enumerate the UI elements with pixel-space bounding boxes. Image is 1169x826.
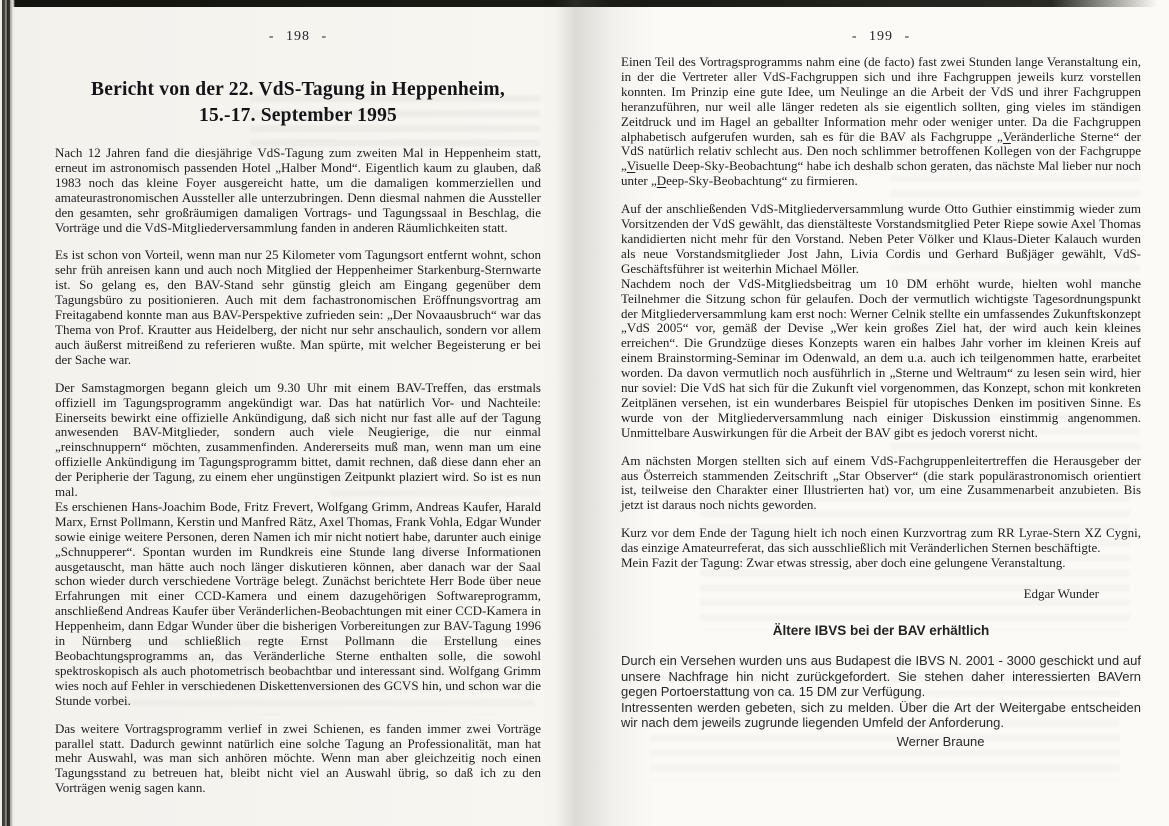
paragraph-anreise-bav-stand: Es ist schon von Vorteil, wenn man nur 25 Kilometer vom Tagungsort entfernt wohnt, schon sehr früh anreisen kann und auch noch Mitglied der Heppenheimer Starkenburg-Sternwarte ist. So gelang es, den BAV-Stand sehr günstig gleich am Eingang gegenüber dem Tagungsbüro zu positionieren. Auch mit dem fachastronomischen Eröffnungsvortrag am Freitagabend konnte man aus BAV-Perspektive zufrieden sein: „Der Novaausbruch“ war das Thema von Prof. Krautter aus Heidelberg, der nicht nur sehr anschaulich, sondern vor allem auch äußerst mitreißend zu referieren wußte. Man spürte, mit welcher Begeisterung er bei der Sache war. <box>55 247 541 367</box>
page-199 <box>598 0 1169 826</box>
paragraph-text-segment: isuelle Deep-Sky-Beobachtung“ habe ich deshalb schon geraten, das nächste Mal lieber nur noch unter „ <box>621 158 1141 189</box>
page-number-right: - 199 - <box>851 29 911 44</box>
underlined-letter-v: V <box>626 158 636 174</box>
notice-heading: Ältere IBVS bei der BAV erhältlich <box>772 623 990 638</box>
page-number-left: - 198 - <box>268 29 328 44</box>
notice-paragraph-intressenten: Intressenten werden gebeten, sich zu melden. Über die Art der Weitergabe entscheiden wir nach dem jeweils zugrunde liegenden Umfeld der Anforderung. <box>621 699 1141 731</box>
underlined-letter-v: V <box>1002 128 1011 144</box>
underlined-letter-d: D <box>656 173 667 189</box>
paragraph-star-observer: Am nächsten Morgen stellten sich auf einem VdS-Fachgruppenleitertreffen die Herausgeber der aus Österreich stammenden Zeitschrift „Star Observer“ (die stark populärastronomisch orientiert ist, teilweise den Charakter einer Illustrierten hat) vor, um eine Zusammenarbeit anzubieten. Bis jetzt ist daraus noch nichts geworden. <box>621 452 1141 513</box>
paragraph-text-segment: Einen Teil des Vortragsprogramms nahm eine (de facto) fast zwei Stunden lange Veranstaltung ein, in der die Vertreter aller VdS-Fachgruppen sich und ihre Fachgruppen jeweils kurz vorstellen konnten. Im Prinzip eine gute Idee, um Neulinge an die Arbeit der VdS und ihrer Fachgruppen heranzuführen, nur weil alle länger redeten als sie eigentlich sollten, ging vieles im ständigen Zeitdruck und im Hagel an geballter Information mehr oder weniger unter. Da die Fachgruppen alphabetisch aufgerufen wurden, sah es für die BAV als Fachgruppe „ <box>621 54 1141 144</box>
article-title <box>55 77 541 129</box>
paragraph-fachgruppen-vorstellung <box>621 55 1141 189</box>
paragraph-text-segment: eränderliche Sterne“ der VdS natürlich relativ schlecht aus. Den noch schlimmer betroffenen Kollegen von der Fachgruppe „ <box>621 128 1142 174</box>
paragraph-kurzvortrag-xz-cygni: Kurz vor dem Ende der Tagung hielt ich noch einen Kurzvortrag zum RR Lyrae-Stern XZ Cygni, das einzige Amateurreferat, das sich ausschließlich mit Veränderlichen Sternen beschäftigte. <box>621 525 1141 556</box>
book-spine-edge <box>0 0 15 826</box>
article-title-line-1: Bericht von der 22. VdS-Tagung in Heppenheim, <box>91 79 505 100</box>
page-198 <box>15 0 598 826</box>
article-title-line-2: 15.-17. September 1995 <box>199 105 397 126</box>
paragraph-hotel-halber-mond: Nach 12 Jahren fand die diesjährige VdS-Tagung zum zweiten Mal in Heppenheim statt, erneut im astronomisch passenden Hotel „Halber Mond“. Eigentlich kaum zu glauben, daß 1983 noch das kleine Foyer ausgereicht hatte, um die damaligen kommerziellen und amateurastronomischen Aussteller alle unterzubringen. Denn diesmal nahmen die Aussteller den gesamten, sehr großräumigen damaligen Vortrags- und Tagungssaal in Beschlag, die Vorträge und die VdS-Mitgliederversammlung fanden in anderen Räumlichkeiten statt. <box>55 145 541 235</box>
paragraph-teilnehmer-berichte: Es erschienen Hans-Joachim Bode, Fritz Frevert, Wolfgang Grimm, Andreas Kaufer, Harald Marx, Ernst Pollmann, Kerstin und Manfred Rätz, Axel Thomas, Frank Vohla, Edgar Wunder sowie einige weitere Personen, deren Namen ich mir nicht notiert habe, darunter auch einige „Schnupperer“. Spontan wurden im Rundkreis eine Stunde lang diverse Informationen ausgetauscht, man hätte auch noch länger diskutieren können, aber danach war der Saal schon wieder durch verschiedene Vorträge belegt. Zunächst berichtete Herr Bode über neue Erfahrungen mit einer CCD-Kamera und einem dazugehörigen Softwareprogramm, anschließend Andreas Kaufer über Veränderlichen-Beobachtungen mit einer CCD-Kamera in Heppenheim, dann Edgar Wunder über die bisherigen Vorbereitungen zur BAV-Tagung 1996 in Nürnberg und schließlich regte Ernst Pollmann die Erstellung eines Beobachtungsprogramms an, das Veränderliche Sterne enthalten solle, die sowohl spektroskopisch als auch photometrisch beobachtbar und interessant sind. Wolfgang Grimm wies noch auf Fehler in verschiedenen Diskettenversionen des GCVS hin, und schon war die Stunde vorbei. <box>55 498 541 708</box>
paragraph-vortragsprogramm-schienen: Das weitere Vortragsprogramm verlief in zwei Schienen, es fanden immer zwei Vorträge parallel statt. Dadurch gewinnt natürlich eine solche Tagung an Professionalität, man hat mehr Auswahl, was man sich anhören möchte. Wenn man aber gleichzeitig noch einen Tagungsstand zu betreuen hat, bleibt nicht viel an Auswahl übrig, so daß ich zu den Vorträgen wenig sagen kann. <box>55 720 541 796</box>
paragraph-bav-treffen: Der Samstagmorgen begann gleich um 9.30 Uhr mit einem BAV-Treffen, das erstmals offiziell im Tagungsprogramm angekündigt war. Das hat natürlich Vor- und Nachteile: Einerseits bewirkt eine offizielle Ankündigung, daß sich nicht nur fast alle auf der Tagung anwesenden BAV-Mitglieder, sondern auch viele Neugierige, die nur einmal „reinschnuppern“ möchten, zusammenfinden. Andererseits muß man, wenn man um eine offizielle Ankündigung im Tagungsprogramm bittet, damit rechnen, daß diese dann eher an der Peripherie der Tagung, zu einem eher ungünstigen Zeitpunkt plaziert wird. So ist es nun mal. <box>55 379 541 500</box>
notice-signature: Werner Braune <box>896 733 985 749</box>
paragraph-vds-2005: Nachdem noch der VdS-Mitgliedsbeitrag um 10 DM erhöht wurde, hielten wohl manche Teilnehmer die Sitzung schon für gelaufen. Doch der vermutlich wichtigste Tagesordnungspunkt der Mitgliederversammlung kam erst noch: Werner Celnik stellte ein umfassendes Zukunftskonzept „VdS 2005“ vor, gemäß der Devise „Wer kein großes Ziel hat, der wird auch kein kleines erreichen“. Die Grundzüge dieses Konzepts waren ein halbes Jahr vorher im kleinen Kreis auf einem Brainstorming-Seminar im Odenwald, an dem u.a. auch ich teilgenommen hatte, erarbeitet worden. Da davon vermutlich noch ausführlich in „Sterne und Weltraum“ zu lesen sein wird, hier nur soviel: Die VdS hat sich für die Zukunft viel vorgenommen, das Konzept, schon mit konkreten Zeitplänen versehen, ist ein wunderbares Beispiel für utopisches Denken im positiven Sinne. Es wurde von der Mitgliederversammlung nach einiger Diskussion einstimmig angenommen. Unmittelbare Auswirkungen für die Arbeit der BAV gibt es jedoch vorerst nicht. <box>621 275 1141 440</box>
paragraph-mitgliederversammlung-wahl: Auf der anschließenden VdS-Mitgliederversammlung wurde Otto Guthier einstimmig wieder zum Vorsitzenden der VdS gewählt, das dienstälteste Vorstandsmitglied Peter Riepe sowie Axel Thomas kandidierten nicht mehr für den Vorstand. Neben Peter Völker und Klaus-Dieter Kalauch wurden als neue Vorstandsmitglieder Jost Jahn, Livia Cordis und Gerhard Bußjäger gewählt, VdS-Geschäftsführer ist weiterhin Michael Möller. <box>621 201 1141 276</box>
paragraph-fazit: Mein Fazit der Tagung: Zwar etwas stressig, aber doch eine gelungene Veranstaltung. <box>621 555 1066 571</box>
notice-paragraph-ibvs: Durch ein Versehen wurden uns aus Budapest die IBVS N. 2001 - 3000 geschickt und auf unsere Nachfrage hin nicht zurückgefordert. Sie stehen daher interessierten BAVern gegen Portoerstattung von ca. 15 DM zur Verfügung. <box>621 653 1141 700</box>
author-signature: Edgar Wunder <box>1023 586 1099 601</box>
paragraph-text-segment: eep-Sky-Beobachtung“ zu firmieren. <box>666 173 858 189</box>
